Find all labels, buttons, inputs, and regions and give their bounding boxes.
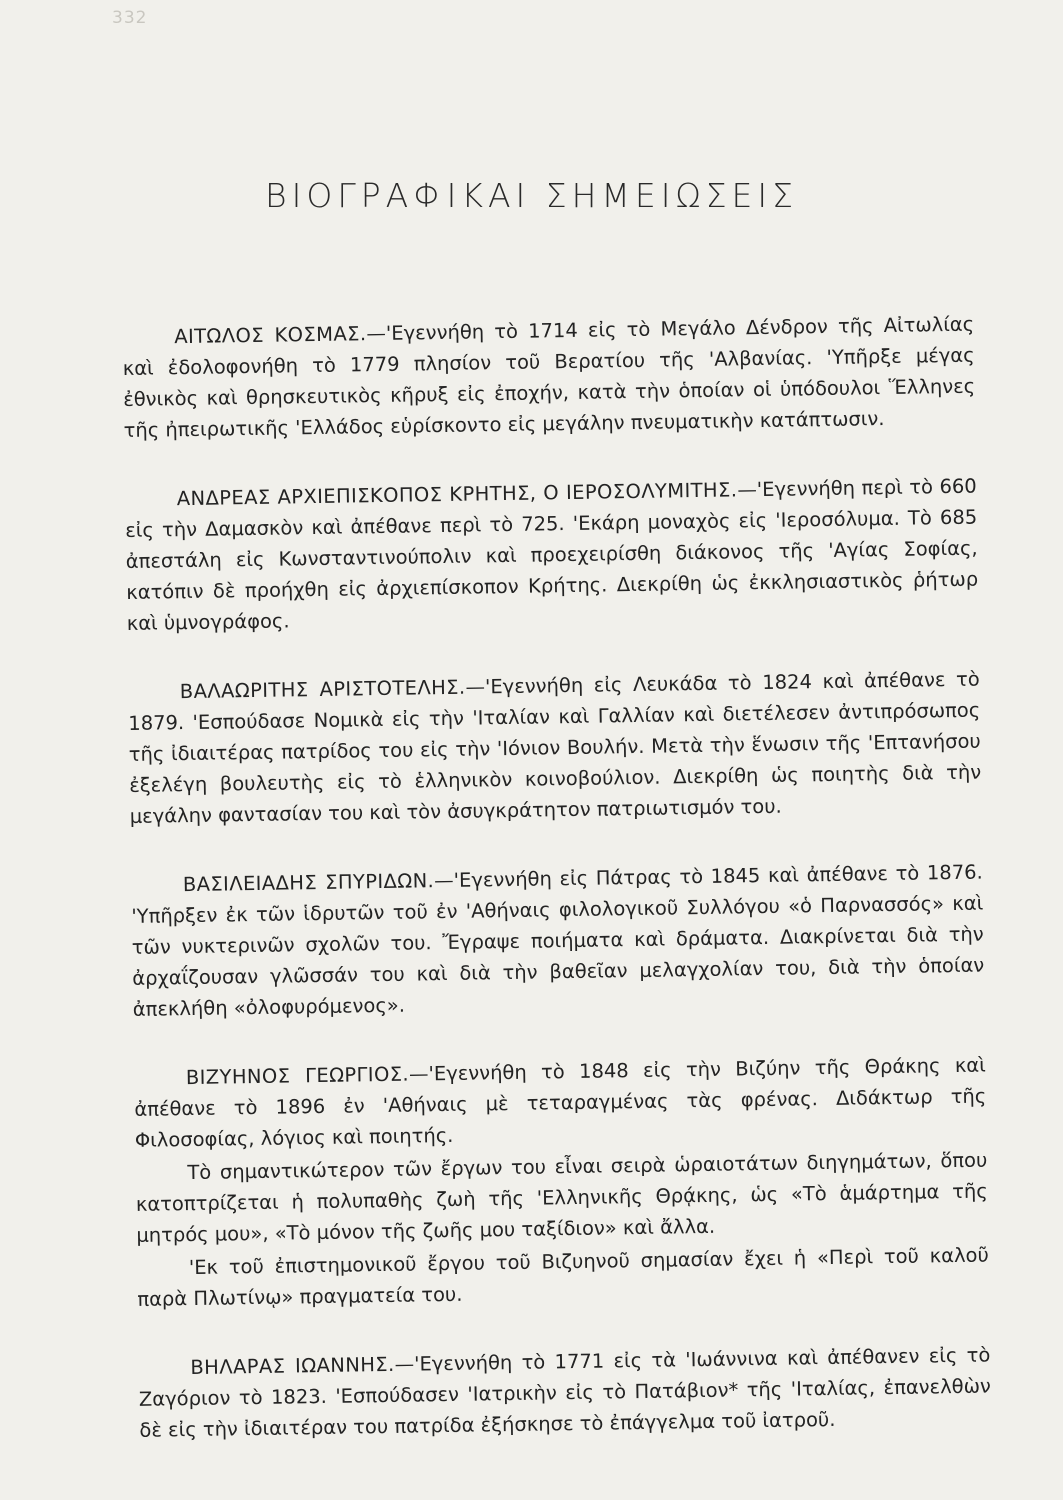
page-number: 332	[112, 8, 148, 28]
entry-name: ΑΝΔΡΕΑΣ ΑΡΧΙΕΠΙΣΚΟΠΟΣ ΚΡΗΤΗΣ, Ο ΙΕΡΟΣΟΛΥΜΙΤΗΣ.	[176, 478, 738, 511]
entry-text: —'Εγεννήθη τὸ 1714 εἰς τὸ Μεγάλο Δένδρον τῆς Αἰτωλίας καὶ ἐδολοφονήθη τὸ 1779 πλησίον τοῦ Βερατίου τῆς 'Αλβανίας. 'Υπῆρξε μέγας ἐθνικὸς καὶ θρησκευτικὸς κῆρυξ εἰς ἐποχήν, κατὰ τὴν ὁποίαν οἱ ὑπόδουλοι Ἕλληνες τῆς ἠπειρωτικῆς 'Ελλάδος εὑρίσκοντο εἰς μεγάλην πνευματικὴν κατάπτωσιν.	[122, 312, 976, 442]
entry-name: ΒΑΛΑΩΡΙΤΗΣ ΑΡΙΣΤΟΤΕΛΗΣ.	[179, 675, 466, 704]
entry-vasileiadis	[131, 857, 985, 1025]
entry-valaoritis	[128, 664, 982, 832]
entry-text: —'Εγεννήθη εἰς Λευκάδα τὸ 1824 καὶ ἀπέθανε τὸ 1879. 'Εσπούδασε Νομικὰ εἰς τὴν 'Ιταλίαν καὶ Γαλλίαν καὶ διετέλεσεν ἀντιπρόσωπος τῆς ἰδιαιτέρας πατρίδος του εἰς τὴν 'Ιόνιον Βουλήν. Μετὰ τὴν ἕνωσιν τῆς 'Επτανήσου ἐξελέγη βουλευτὴς εἰς τὸ ἑλληνικὸν κοινοβούλιον. Διεκρίθη ὡς ποιητὴς διὰ τὴν μεγάλην φαντασίαν του καὶ τὸν ἀσυγκράτητον πατριωτισμόν του.	[128, 667, 982, 828]
entry-aitolos-kosmas	[122, 309, 976, 446]
entry-name: ΑΙΤΩΛΟΣ ΚΟΣΜΑΣ.	[174, 322, 367, 349]
entry-text: —'Εγεννήθη περὶ τὸ 660 εἰς τὴν Δαμασκὸν καὶ ἀπέθανε περὶ τὸ 725. 'Εκάρη μοναχὸς εἰς 'Ιεροσόλυμα. Τὸ 685 ἀπεστάλη εἰς Κωνσταντινούπολιν καὶ προεχειρίσθη διάκονος τῆς 'Αγίας Σοφίας, κατόπιν δὲ προήχθη εἰς ἀρχιεπίσκοπον Κρήτης. Διεκρίθη ὡς ἐκκλησιαστικὸς ῥήτωρ καὶ ὑμνογράφος.	[125, 474, 979, 635]
entry-name: ΒΙΖΥΗΝΟΣ ΓΕΩΡΓΙΟΣ.	[185, 1062, 410, 1090]
entry-andreas-archiepiskopos	[125, 471, 979, 639]
biography-entries	[122, 309, 992, 1484]
entry-name: ΒΑΣΙΛΕΙΑΔΗΣ ΣΠΥΡΙΔΩΝ.	[182, 869, 435, 897]
entry-paragraph: 'Εκ τοῦ ἐπιστημονικοῦ ἔργου τοῦ Βιζυηνοῦ σημασίαν ἔχει ἡ «Περὶ τοῦ καλοῦ παρὰ Πλωτίνῳ» πραγματεία του.	[137, 1243, 989, 1311]
entry-text: —'Εγεννήθη τὸ 1771 εἰς τὰ 'Ιωάννινα καὶ ἀπέθανεν εἰς τὸ Ζαγόριον τὸ 1823. 'Εσπούδασεν 'Ιατρικὴν εἰς τὸ Πατάβιον* τῆς 'Ιταλίας, ἐπανελθὼν δὲ εἰς τὴν ἰδιαιτέραν του πατρίδα ἐξήσκησε τὸ ἐπάγγελμα τοῦ ἰατροῦ.	[138, 1343, 992, 1442]
entry-vilaras	[138, 1339, 991, 1445]
page-title: ΒΙΟΓΡΑΦΙΚΑΙ ΣΗΜΕΙΩΣΕΙΣ	[265, 176, 798, 215]
entry-vizyinos	[134, 1050, 990, 1315]
entry-name: ΒΗΛΑΡΑΣ ΙΩΑΝΝΗΣ.	[190, 1352, 395, 1380]
entry-text: —'Εγεννήθη εἰς Πάτρας τὸ 1845 καὶ ἀπέθανε τὸ 1876. 'Υπῆρξεν ἐκ τῶν ἱδρυτῶν τοῦ ἐν 'Αθήναις φιλολογικοῦ Συλλόγου «ὁ Παρνασσός» καὶ τῶν νυκτερινῶν σχολῶν του. Ἔγραψε ποιήματα καὶ δράματα. Διακρίνεται διὰ τὴν ἀρχαΐζουσαν γλῶσσάν του καὶ διὰ τὴν βαθεῖαν μελαγχολίαν του, διὰ τὴν ὁποίαν ἀπεκλήθη «ὀλοφυρόμενος».	[131, 860, 985, 1021]
entry-text: —'Εγεννήθη τὸ 1848 εἰς τὴν Βιζύην τῆς Θράκης καὶ ἀπέθανε τὸ 1896 ἐν 'Αθήναις μὲ τεταραγμένας τὰς φρένας. Διδάκτωρ τῆς Φιλοσοφίας, λόγιος καὶ ποιητής.	[134, 1053, 987, 1152]
entry-paragraph: Τὸ σημαντικώτερον τῶν ἔργων του εἶναι σειρὰ ὡραιοτάτων διηγημάτων, ὅπου κατοπτρίζεται ἡ πολυπαθὴς ζωὴ τῆς 'Ελληνικῆς Θρᾴκης, ὡς «Τὸ ἁμάρτημα τῆς μητρός μου», «Τὸ μόνον τῆς ζωῆς μου ταξίδιον» καὶ ἄλλα.	[135, 1148, 988, 1247]
